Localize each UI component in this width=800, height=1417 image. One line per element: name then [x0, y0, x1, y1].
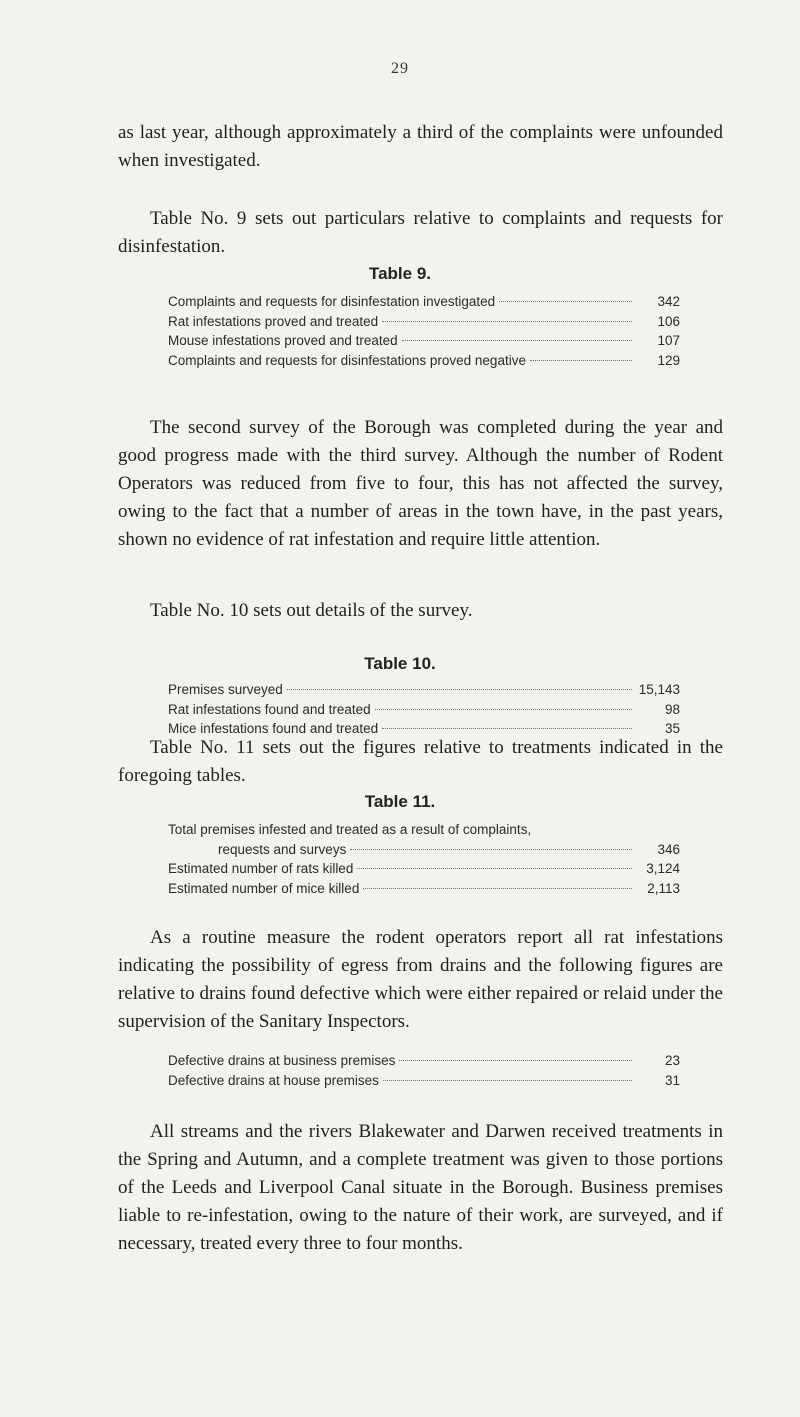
row-value: 107 — [657, 333, 680, 348]
table9 — [168, 292, 680, 370]
row-label: Estimated number of mice killed — [168, 880, 360, 896]
table-row — [168, 820, 680, 840]
table-row — [168, 840, 680, 860]
table-row — [168, 1071, 680, 1091]
table-row — [168, 879, 680, 899]
paragraph-survey: The second survey of the Borough was completed during the year and good progress made with the third survey. Although the number of Rodent Operators was reduced from five to four, this has not affected the survey, owing to the fact that a number of areas in the town have, in the past years, shown no evidence of rat infestation and require little attention. — [118, 417, 723, 550]
row-value: 342 — [657, 294, 680, 309]
table9-title: Table 9. — [368, 264, 432, 283]
row-value: 35 — [664, 721, 680, 736]
table11 — [168, 820, 680, 898]
table-row — [168, 331, 680, 351]
row-value: 98 — [664, 701, 680, 717]
leader-dots — [530, 360, 632, 361]
paragraph-table10-intro: Table No. 10 sets out details of the survey. — [150, 600, 473, 621]
row-label: Defective drains at house premises — [168, 1072, 379, 1088]
row-label: Complaints and requests for disinfestation investigated — [168, 294, 496, 309]
table10-title: Table 10. — [364, 654, 436, 673]
drains-table — [168, 1051, 680, 1090]
row-label: Total premises infested and treated as a result of complaints, — [168, 822, 532, 837]
row-value: 346 — [657, 841, 680, 857]
table-row — [168, 351, 680, 371]
table-row — [168, 859, 680, 879]
row-value: 2,113 — [647, 880, 680, 896]
table-row — [168, 700, 680, 720]
leader-dots — [287, 689, 632, 690]
paragraph-table11-intro: Table No. 11 sets out the figures relative to treatments indicated in the foregoing tables. — [118, 737, 723, 786]
row-label: Estimated number of rats killed — [168, 861, 354, 876]
row-value: 106 — [657, 313, 680, 329]
row-value: 23 — [664, 1053, 680, 1068]
paragraph-table9-intro: Table No. 9 sets out particulars relative to complaints and requests for disinfestation. — [118, 208, 723, 257]
page-number: 29 — [391, 60, 409, 77]
table-row — [168, 312, 680, 332]
row-label: Complaints and requests for disinfestations proved negative — [168, 352, 526, 368]
row-label: Rat infestations found and treated — [168, 701, 371, 717]
table-row — [168, 292, 680, 312]
row-value: 31 — [664, 1072, 680, 1088]
row-label: Rat infestations proved and treated — [168, 313, 379, 329]
row-label: Mouse infestations proved and treated — [168, 333, 398, 348]
row-value: 129 — [657, 352, 680, 368]
table-row — [168, 680, 680, 700]
leader-dots — [399, 1060, 632, 1061]
table-row — [168, 1051, 680, 1071]
row-label: Premises surveyed — [168, 682, 283, 697]
leader-dots — [382, 728, 632, 729]
leader-dots — [383, 1080, 632, 1081]
paragraph-streams: All streams and the rivers Blakewater and Darwen received treatments in the Spring and Autumn, and a complete treatment was given to those portions of the Leeds and Liverpool Canal situate in the Borough. Business premises liable to re-infestation, owing to the nature of their work, are surveyed, and if necessary, treated every three to four months. — [118, 1121, 723, 1254]
leader-dots — [402, 340, 632, 341]
leader-dots — [350, 849, 632, 850]
row-value: 15,143 — [638, 682, 680, 697]
row-label: Defective drains at business premises — [168, 1053, 396, 1068]
row-label: requests and surveys — [218, 841, 347, 857]
leader-dots — [499, 301, 632, 302]
leader-dots — [382, 321, 632, 322]
leader-dots — [375, 709, 632, 710]
leader-dots — [357, 868, 632, 869]
paragraph-intro: as last year, although approximately a third of the complaints were unfounded when investigated. — [118, 122, 723, 171]
row-label: Mice infestations found and treated — [168, 721, 379, 736]
table10 — [168, 680, 680, 739]
row-value: 3,124 — [646, 861, 680, 876]
leader-dots — [363, 888, 632, 889]
paragraph-drains: As a routine measure the rodent operators report all rat infestations indicating the possibility of egress from drains and the following figures are relative to drains found defective which were either repaired or relaid under the supervision of the Sanitary Inspectors. — [118, 927, 723, 1032]
table11-title: Table 11. — [364, 792, 436, 811]
